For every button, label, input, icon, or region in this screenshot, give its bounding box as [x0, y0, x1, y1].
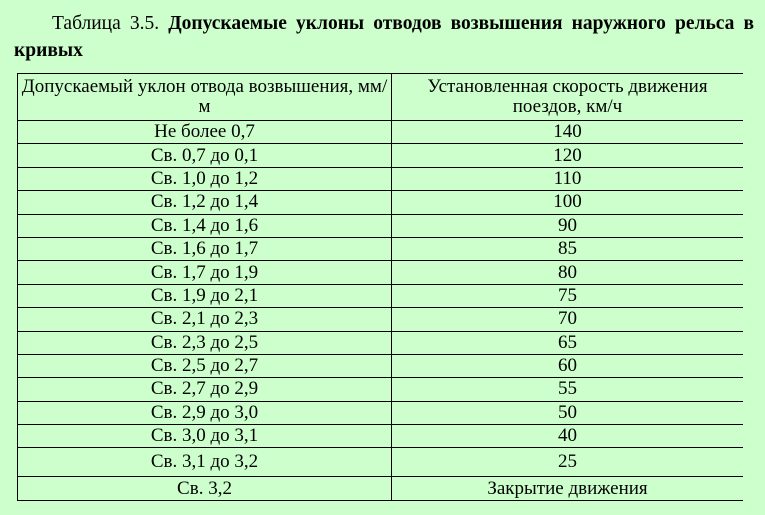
slope-cell: Св. 2,9 до 3,0 [18, 401, 392, 424]
speed-cell: 140 [392, 121, 744, 144]
table-row [18, 331, 744, 354]
table-row [18, 167, 744, 190]
table-row [18, 121, 744, 144]
slope-cell: Св. 1,7 до 1,9 [18, 261, 392, 284]
table-container [17, 73, 743, 503]
slope-cell: Св. 1,9 до 2,1 [18, 284, 392, 307]
table-row [18, 401, 744, 424]
slope-cell: Св. 1,2 до 1,4 [18, 191, 392, 214]
slope-speed-table [17, 73, 743, 501]
table-row [18, 477, 744, 501]
speed-cell: 120 [392, 144, 744, 167]
slope-cell: Св. 2,1 до 2,3 [18, 308, 392, 331]
speed-cell: 55 [392, 378, 744, 401]
table-header-row [18, 74, 744, 121]
table-row [18, 448, 744, 477]
speed-cell: 70 [392, 308, 744, 331]
slope-cell: Не более 0,7 [18, 121, 392, 144]
caption-title: Допускаемые уклоны отводов возвышения наружного рельса в кривых [14, 13, 755, 61]
speed-cell: 50 [392, 401, 744, 424]
speed-cell: 65 [392, 331, 744, 354]
table-row [18, 284, 744, 307]
table-caption [14, 10, 754, 64]
speed-cell: 40 [392, 425, 744, 448]
slope-cell: Св. 3,0 до 3,1 [18, 425, 392, 448]
table-row [18, 214, 744, 237]
slope-cell: Св. 3,2 [18, 477, 392, 501]
slope-cell: Св. 1,0 до 1,2 [18, 167, 392, 190]
table-row [18, 378, 744, 401]
speed-cell: 60 [392, 354, 744, 377]
table-row [18, 144, 744, 167]
table-row [18, 191, 744, 214]
slope-cell: Св. 1,4 до 1,6 [18, 214, 392, 237]
speed-cell: 75 [392, 284, 744, 307]
speed-cell: 80 [392, 261, 744, 284]
speed-cell: 90 [392, 214, 744, 237]
speed-cell: 25 [392, 448, 744, 477]
slope-cell: Св. 0,7 до 0,1 [18, 144, 392, 167]
table-row [18, 308, 744, 331]
speed-cell: 85 [392, 237, 744, 260]
slope-cell: Св. 2,7 до 2,9 [18, 378, 392, 401]
speed-cell: 100 [392, 191, 744, 214]
slope-cell: Св. 3,1 до 3,2 [18, 448, 392, 477]
slope-cell: Св. 2,5 до 2,7 [18, 354, 392, 377]
speed-cell: 110 [392, 167, 744, 190]
table-row [18, 261, 744, 284]
header-speed: Установленная скорость движения поездов, км/ч [392, 74, 744, 121]
header-slope: Допускаемый уклон отвода возвышения, мм/м [18, 74, 392, 121]
table-row [18, 354, 744, 377]
slope-cell: Св. 2,3 до 2,5 [18, 331, 392, 354]
caption-prefix: Таблица 3.5. [52, 13, 160, 34]
table-row [18, 237, 744, 260]
slope-cell: Св. 1,6 до 1,7 [18, 237, 392, 260]
table-row [18, 425, 744, 448]
speed-cell: Закрытие движения [392, 477, 744, 501]
